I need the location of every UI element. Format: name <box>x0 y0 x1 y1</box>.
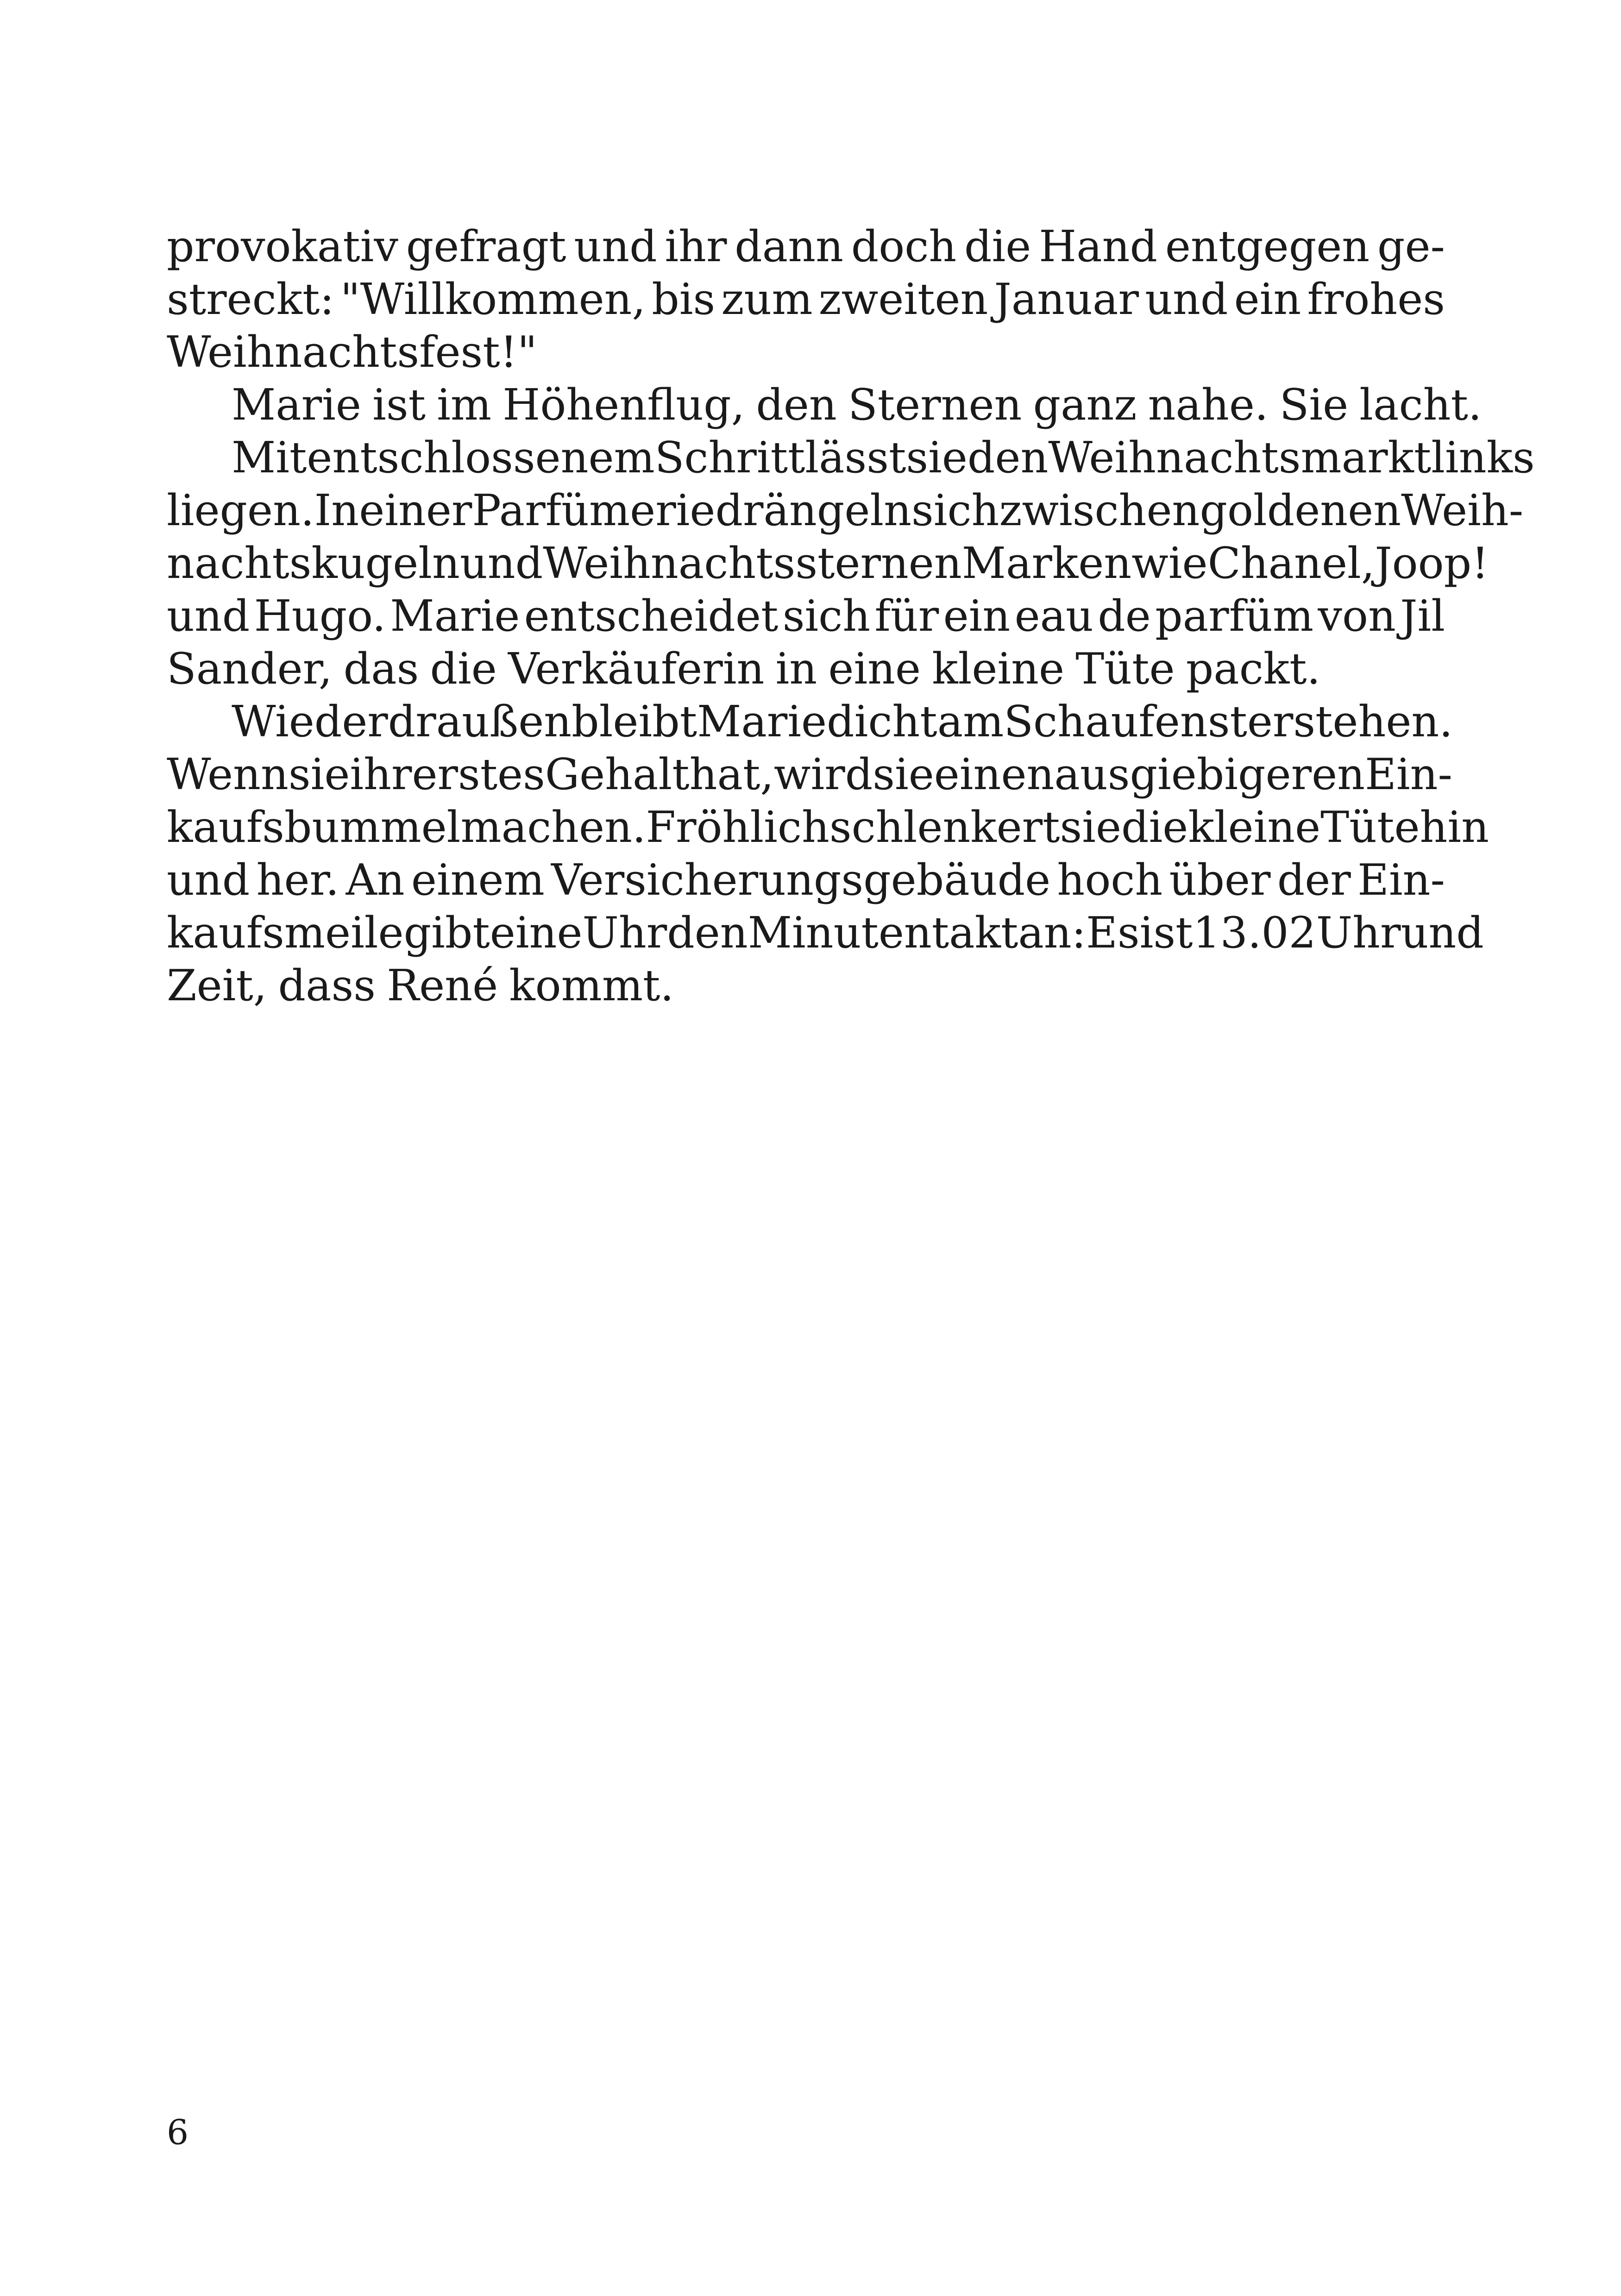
text-line: und Hugo. Marie entscheidet sich für ein eau de parfüm von Jil <box>167 591 1445 641</box>
text-line: provokativ gefragt und ihr dann doch die Hand entgegen ge- <box>167 221 1445 271</box>
text-line: streckt: "Willkommen, bis zum zweiten Januar und ein frohes <box>167 274 1445 324</box>
text-line: nachtskugeln und Weihnachtssternen Marken wie Chanel, Joop! <box>167 538 1489 588</box>
text-line: Weihnachtsfest!" <box>167 327 537 377</box>
text-line: Mit entschlossenem Schritt lässt sie den Weihnachtsmarkt links <box>232 433 1535 483</box>
page-number: 6 <box>167 2113 189 2152</box>
body-text <box>167 220 1535 1012</box>
text-line: Zeit, dass René kommt. <box>167 960 674 1010</box>
text-line: und her. An einem Versicherungsgebäude hoch über der Ein- <box>167 855 1445 905</box>
text-line: kaufsbummel machen. Fröhlich schlenkert sie die kleine Tüte hin <box>167 802 1489 852</box>
text-line: Marie ist im Höhenflug, den Sternen ganz nahe. Sie lacht. <box>232 380 1482 430</box>
text-line: Sander, das die Verkäuferin in eine kleine Tüte packt. <box>167 644 1321 694</box>
text-line: liegen. In einer Parfümerie drängeln sich zwischen goldenen Weih- <box>167 485 1524 535</box>
text-line: kaufsmeile gibt eine Uhr den Minutentakt an: Es ist 13.02 Uhr und <box>167 908 1484 958</box>
text-line: Wenn sie ihr erstes Gehalt hat, wird sie einen ausgiebigeren Ein- <box>167 749 1452 799</box>
text-line: Wieder draußen bleibt Marie dicht am Schaufenster stehen. <box>232 696 1453 747</box>
